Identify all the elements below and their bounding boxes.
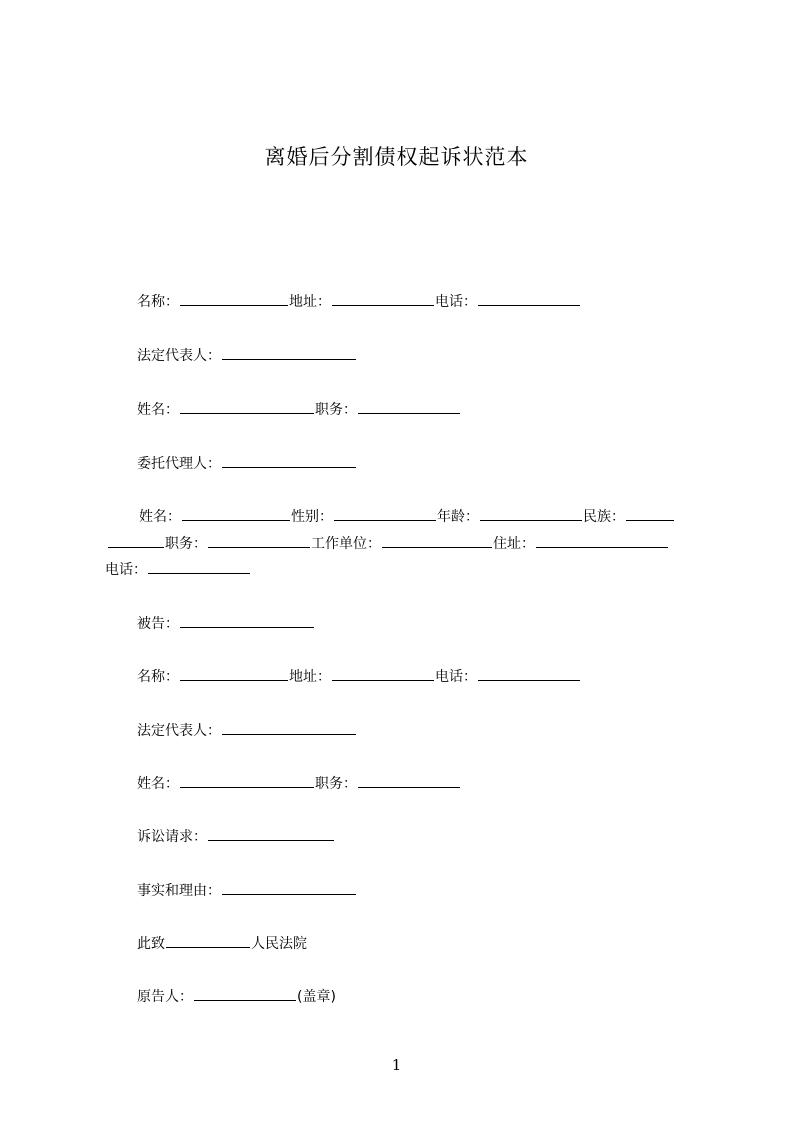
defendant-legal-rep-label: 法定代表人： bbox=[137, 723, 221, 739]
defendant-contact-row bbox=[137, 666, 581, 687]
agent-position-blank bbox=[208, 533, 310, 548]
agent-phone-blank bbox=[148, 559, 250, 574]
plaintiff-sign-blank bbox=[194, 986, 296, 1001]
defendant-person-row bbox=[137, 773, 461, 794]
agent-workplace-blank bbox=[382, 533, 492, 548]
agent-age-blank bbox=[480, 506, 582, 521]
defendant-person-name-blank bbox=[180, 773, 314, 788]
defendant-address-blank bbox=[332, 666, 434, 681]
plaintiff-sign-row bbox=[137, 986, 336, 1007]
plaintiff-name-blank bbox=[180, 291, 288, 306]
agent-name-label: 姓名： bbox=[139, 509, 181, 525]
court-prefix: 此致 bbox=[137, 936, 165, 952]
plaintiff-sign-label: 原告人： bbox=[137, 989, 193, 1005]
facts-row bbox=[137, 880, 357, 901]
court-row bbox=[137, 933, 307, 954]
facts-blank bbox=[222, 880, 356, 895]
agent-details-row-3 bbox=[105, 559, 251, 580]
plaintiff-address-blank bbox=[332, 291, 434, 306]
agent-residence-label: 住址： bbox=[493, 536, 535, 552]
person-name-blank bbox=[180, 399, 314, 414]
plaintiff-name-label: 名称： bbox=[137, 294, 179, 310]
defendant-row bbox=[137, 613, 315, 634]
claims-blank bbox=[208, 826, 334, 841]
defendant-legal-rep-blank bbox=[222, 720, 356, 735]
defendant-blank bbox=[180, 613, 314, 628]
defendant-position-blank bbox=[358, 773, 460, 788]
claims-label: 诉讼请求： bbox=[137, 829, 207, 845]
person-position-label: 职务： bbox=[315, 402, 357, 418]
agent-age-label: 年龄： bbox=[437, 509, 479, 525]
agent-name-blank bbox=[182, 506, 290, 521]
page-number: 1 bbox=[391, 1056, 402, 1074]
legal-rep-blank bbox=[222, 345, 356, 360]
agent-details-row-1 bbox=[139, 506, 675, 527]
defendant-name-blank bbox=[180, 666, 288, 681]
plaintiff-phone-blank bbox=[478, 291, 580, 306]
court-suffix: 人民法院 bbox=[251, 936, 307, 952]
agent-gender-blank bbox=[334, 506, 436, 521]
court-blank bbox=[166, 933, 250, 948]
agent-ethnicity-blank-continued bbox=[108, 533, 164, 548]
agent-residence-blank bbox=[536, 533, 668, 548]
claims-row bbox=[137, 826, 335, 847]
facts-label: 事实和理由： bbox=[137, 883, 221, 899]
defendant-name-label: 名称： bbox=[137, 669, 179, 685]
agent-label: 委托代理人： bbox=[137, 456, 221, 472]
person-name-label: 姓名： bbox=[137, 402, 179, 418]
seal-note: (盖章) bbox=[297, 989, 336, 1005]
agent-gender-label: 性别： bbox=[291, 509, 333, 525]
defendant-phone-label: 电话： bbox=[435, 669, 477, 685]
agent-phone-label: 电话： bbox=[105, 562, 147, 578]
plaintiff-contact-row bbox=[137, 291, 581, 312]
defendant-legal-rep-row bbox=[137, 720, 357, 741]
agent-blank bbox=[222, 453, 356, 468]
document-title: 离婚后分割债权起诉状范本 bbox=[264, 145, 529, 169]
plaintiff-phone-label: 电话： bbox=[435, 294, 477, 310]
defendant-position-label: 职务： bbox=[315, 776, 357, 792]
agent-ethnicity-blank bbox=[626, 506, 674, 521]
person-position-blank bbox=[358, 399, 460, 414]
plaintiff-legal-rep-row bbox=[137, 345, 357, 366]
legal-rep-label: 法定代表人： bbox=[137, 348, 221, 364]
defendant-label: 被告： bbox=[137, 616, 179, 632]
plaintiff-address-label: 地址： bbox=[289, 294, 331, 310]
agent-position-label: 职务： bbox=[165, 536, 207, 552]
plaintiff-person-row bbox=[137, 399, 461, 420]
agent-ethnicity-label: 民族： bbox=[583, 509, 625, 525]
agent-workplace-label: 工作单位： bbox=[311, 536, 381, 552]
agent-details-row-2 bbox=[107, 533, 669, 554]
agent-row bbox=[137, 453, 357, 474]
defendant-person-name-label: 姓名： bbox=[137, 776, 179, 792]
defendant-phone-blank bbox=[478, 666, 580, 681]
defendant-address-label: 地址： bbox=[289, 669, 331, 685]
